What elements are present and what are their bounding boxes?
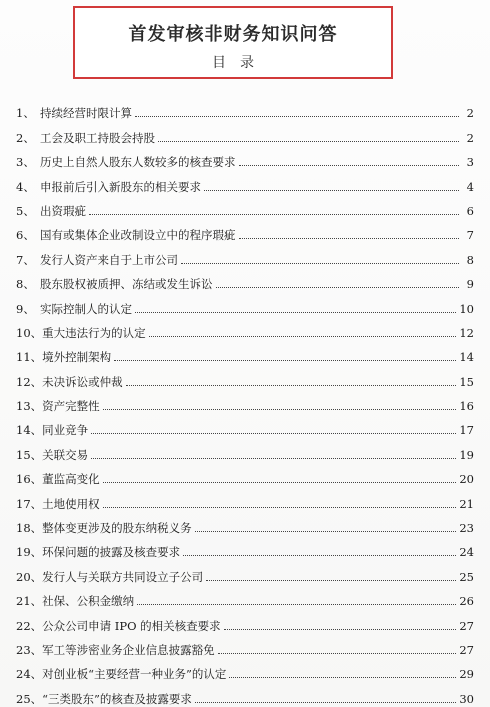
toc-leader-dots xyxy=(158,140,459,142)
toc-entry[interactable] xyxy=(16,316,474,340)
toc-entry-number: 23、 xyxy=(16,642,43,657)
document-title: 首发审核非财务知识问答 xyxy=(128,24,338,45)
toc-leader-dots xyxy=(195,530,457,532)
toc-entry-number: 12、 xyxy=(16,374,43,389)
toc-entry-title: 发行人与关联方共同设立子公司 xyxy=(42,569,204,584)
toc-leader-dots xyxy=(135,311,456,313)
toc-entry[interactable] xyxy=(16,120,474,144)
toc-entry-page: 6 xyxy=(466,203,474,218)
toc-entry[interactable] xyxy=(16,267,474,291)
toc-entry-title: 发行人资产来自于上市公司 xyxy=(40,252,178,267)
toc-entry-page: 3 xyxy=(466,155,474,170)
toc-leader-dots xyxy=(114,359,456,361)
toc-entry-number: 21、 xyxy=(16,594,43,609)
toc-entry-number: 20、 xyxy=(16,569,43,584)
toc-leader-dots xyxy=(137,603,456,605)
toc-entry[interactable] xyxy=(16,559,474,583)
toc-leader-dots xyxy=(195,701,456,703)
toc-entry-page: 12 xyxy=(459,325,474,340)
toc-entry-page: 10 xyxy=(459,301,474,316)
toc-entry[interactable] xyxy=(16,145,474,169)
toc-leader-dots xyxy=(239,164,460,166)
toc-leader-dots xyxy=(239,237,460,239)
toc-entry[interactable] xyxy=(16,218,474,242)
toc-entry-number: 19、 xyxy=(16,545,43,560)
table-of-contents xyxy=(16,96,474,706)
toc-leader-dots xyxy=(103,506,457,508)
toc-leader-dots xyxy=(229,676,456,678)
toc-entry-page: 20 xyxy=(459,472,474,487)
toc-entry-page: 7 xyxy=(466,228,474,243)
toc-entry-page: 27 xyxy=(459,642,474,657)
toc-entry-page: 15 xyxy=(459,374,474,389)
toc-heading: 目录 xyxy=(212,55,268,71)
toc-entry-number: 7、 xyxy=(16,252,35,267)
toc-leader-dots xyxy=(216,286,460,288)
toc-entry-title: 资产完整性 xyxy=(42,399,100,414)
toc-entry-number: 10、 xyxy=(16,325,43,340)
toc-entry-title: 董监高变化 xyxy=(42,472,100,487)
toc-entry[interactable] xyxy=(16,389,474,413)
toc-entry-title: 重大违法行为的认定 xyxy=(42,325,146,340)
toc-entry-title: 环保问题的披露及核查要求 xyxy=(42,545,181,560)
toc-entry[interactable] xyxy=(16,242,474,266)
toc-leader-dots xyxy=(91,457,456,459)
toc-entry-number: 5、 xyxy=(16,203,35,218)
toc-entry[interactable] xyxy=(16,96,474,120)
toc-entry-number: 18、 xyxy=(16,521,43,536)
toc-entry-number: 1、 xyxy=(16,106,35,121)
toc-entry-number: 3、 xyxy=(16,155,35,170)
toc-entry-page: 26 xyxy=(459,594,474,609)
toc-entry-page: 21 xyxy=(459,496,474,511)
toc-entry[interactable] xyxy=(16,437,474,461)
toc-leader-dots xyxy=(126,384,457,386)
toc-entry-page: 14 xyxy=(459,350,474,365)
toc-leader-dots xyxy=(149,335,457,337)
toc-entry-page: 25 xyxy=(459,569,474,584)
toc-leader-dots xyxy=(181,262,459,264)
toc-entry-page: 23 xyxy=(459,521,474,536)
toc-leader-dots xyxy=(89,213,459,215)
toc-entry-number: 4、 xyxy=(16,179,35,194)
toc-entry-page: 16 xyxy=(459,399,474,414)
toc-entry-page: 9 xyxy=(466,277,474,292)
toc-entry-number: 25、 xyxy=(16,691,43,706)
toc-entry-number: 14、 xyxy=(16,423,43,438)
toc-entry[interactable] xyxy=(16,340,474,364)
toc-entry-title: 申报前后引入新股东的相关要求 xyxy=(40,179,201,194)
toc-entry-page: 2 xyxy=(466,106,474,121)
toc-entry[interactable] xyxy=(16,169,474,193)
toc-entry[interactable] xyxy=(16,633,474,657)
toc-leader-dots xyxy=(218,652,457,654)
toc-entry[interactable] xyxy=(16,535,474,559)
toc-entry-title: 国有或集体企业改制设立中的程序瑕疵 xyxy=(40,228,236,243)
toc-entry-title: 未决诉讼或仲裁 xyxy=(42,374,123,389)
toc-entry[interactable] xyxy=(16,291,474,315)
toc-entry-title: 出资瑕疵 xyxy=(40,203,86,218)
toc-entry-page: 30 xyxy=(459,691,474,706)
toc-entry-number: 11、 xyxy=(16,350,43,365)
toc-entry-title: 对创业板“主要经营一种业务”的认定 xyxy=(42,667,227,682)
toc-entry-page: 27 xyxy=(459,618,474,633)
toc-entry-number: 8、 xyxy=(16,277,35,292)
toc-entry-page: 19 xyxy=(459,447,474,462)
toc-entry[interactable] xyxy=(16,413,474,437)
toc-entry[interactable] xyxy=(16,486,474,510)
toc-leader-dots xyxy=(224,628,457,630)
toc-entry-number: 6、 xyxy=(16,228,35,243)
toc-leader-dots xyxy=(91,432,456,434)
toc-entry-title: 工会及职工持股会持股 xyxy=(40,130,155,145)
toc-entry-number: 9、 xyxy=(16,301,35,316)
toc-entry-title: 公众公司申请 IPO 的相关核查要求 xyxy=(42,618,221,633)
toc-leader-dots xyxy=(103,481,457,483)
toc-leader-dots xyxy=(204,189,459,191)
toc-entry-number: 16、 xyxy=(16,472,43,487)
toc-entry-title: 历史上自然人股东人数较多的核查要求 xyxy=(40,155,236,170)
toc-entry-title: 关联交易 xyxy=(42,447,89,462)
toc-entry[interactable] xyxy=(16,608,474,632)
toc-entry-title: 同业竞争 xyxy=(42,423,89,438)
toc-entry-title: 股东股权被质押、冻结或发生诉讼 xyxy=(40,277,213,292)
toc-entry-page: 24 xyxy=(459,545,474,560)
toc-entry-page: 8 xyxy=(466,252,474,267)
toc-entry[interactable] xyxy=(16,657,474,681)
toc-entry[interactable] xyxy=(16,681,474,705)
toc-entry-title: 持续经营时限计算 xyxy=(40,106,132,121)
toc-entry-title: “三类股东”的核查及披露要求 xyxy=(42,691,192,706)
toc-entry-number: 22、 xyxy=(16,618,43,633)
toc-entry-page: 4 xyxy=(466,179,474,194)
toc-entry-title: 实际控制人的认定 xyxy=(40,301,132,316)
toc-entry-page: 29 xyxy=(459,667,474,682)
toc-entry-number: 15、 xyxy=(16,447,43,462)
toc-entry[interactable] xyxy=(16,584,474,608)
toc-leader-dots xyxy=(206,579,456,581)
toc-entry-title: 境外控制架构 xyxy=(42,350,112,365)
toc-entry[interactable] xyxy=(16,364,474,388)
toc-entry-title: 土地使用权 xyxy=(42,496,100,511)
toc-entry-number: 24、 xyxy=(16,667,43,682)
toc-entry-number: 17、 xyxy=(16,496,43,511)
toc-entry-number: 2、 xyxy=(16,130,35,145)
title-box xyxy=(73,6,393,79)
toc-entry-page: 2 xyxy=(466,130,474,145)
toc-entry-title: 军工等涉密业务企业信息披露豁免 xyxy=(42,642,215,657)
toc-entry-number: 13、 xyxy=(16,399,43,414)
toc-entry[interactable] xyxy=(16,194,474,218)
toc-leader-dots xyxy=(183,554,456,556)
toc-leader-dots xyxy=(103,408,457,410)
toc-entry-page: 17 xyxy=(459,423,474,438)
toc-entry-title: 社保、公积金缴纳 xyxy=(42,594,135,609)
toc-entry-title: 整体变更涉及的股东纳税义务 xyxy=(42,521,192,536)
toc-entry[interactable] xyxy=(16,462,474,486)
toc-entry[interactable] xyxy=(16,511,474,535)
toc-leader-dots xyxy=(135,115,459,117)
